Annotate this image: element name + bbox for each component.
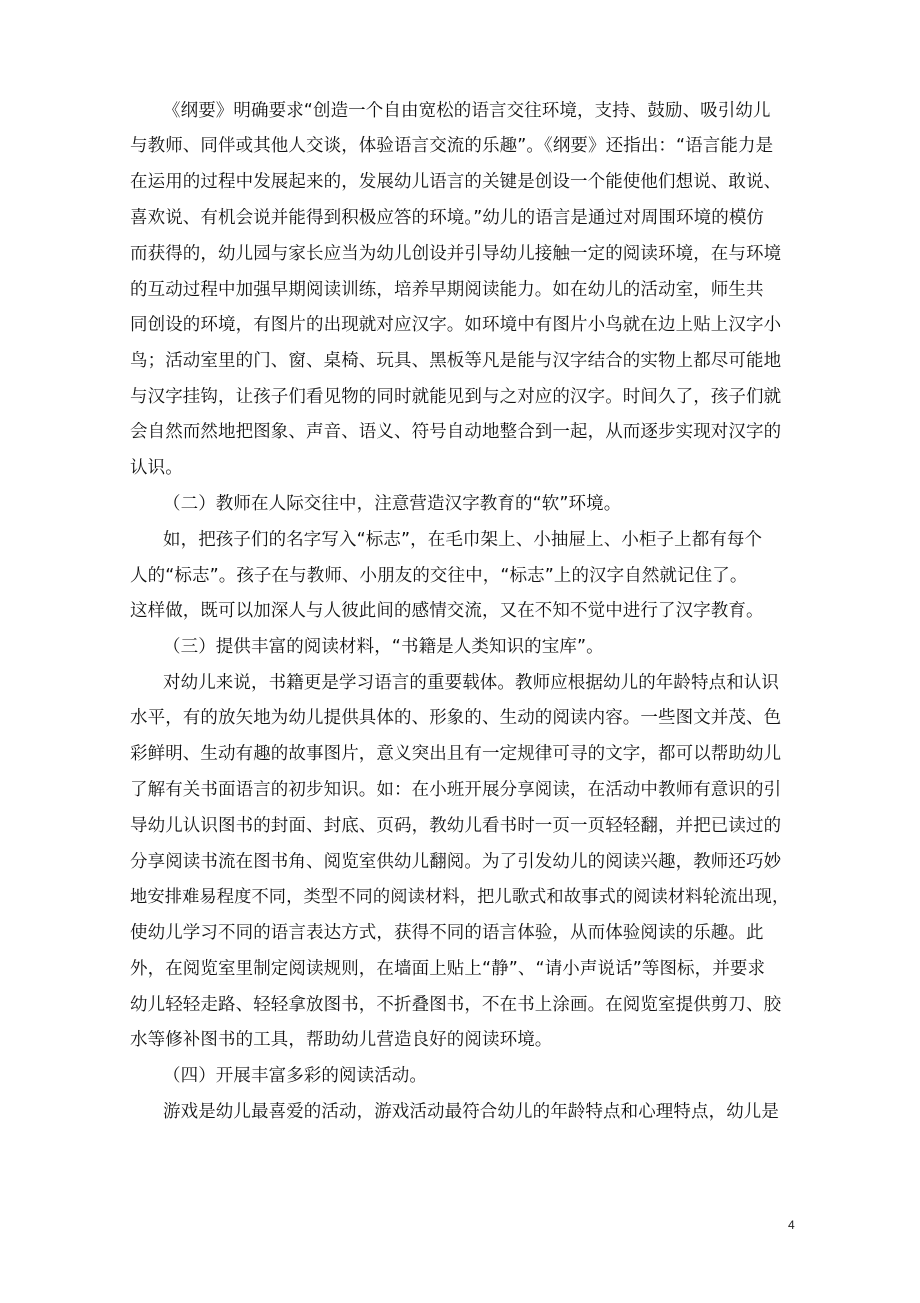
text-line: 地安排难易程度不同，类型不同的阅读材料，把儿歌式和故事式的阅读材料轮流出现， bbox=[130, 887, 790, 907]
text-line: 与教师、同伴或其他人交谈，体验语言交流的乐趣”。《纲要》还指出：“语言能力是 bbox=[130, 136, 774, 156]
page-number: 4 bbox=[788, 1218, 795, 1232]
text-line: 会自然而然地把图象、声音、语义、符号自动地整合到一起，从而逐步实现对汉字的 bbox=[130, 422, 782, 442]
section-heading: （二）教师在人际交往中，注意营造汉字教育的“软”环境。 bbox=[163, 494, 622, 514]
text-line: 彩鲜明、生动有趣的故事图片，意义突出且有一定规律可寻的文字，都可以帮助幼儿 bbox=[130, 744, 782, 764]
text-line: 人的“标志”。孩子在与教师、小朋友的交往中，“标志”上的汉字自然就记住了。 bbox=[130, 566, 748, 586]
text-line: 认识。 bbox=[130, 458, 183, 478]
text-line: 喜欢说、有机会说并能得到积极应答的环境。”幼儿的语言是通过对周围环境的模仿 bbox=[130, 208, 765, 228]
text-line: 水平，有的放矢地为幼儿提供具体的、形象的、生动的阅读内容。一些图文并茂、色 bbox=[130, 708, 782, 728]
text-line: 水等修补图书的工具，帮助幼儿营造良好的阅读环境。 bbox=[130, 1030, 553, 1050]
text-line: 游戏是幼儿最喜爱的活动，游戏活动最符合幼儿的年龄特点和心理特点，幼儿是 bbox=[163, 1102, 779, 1122]
section-heading: （四）开展丰富多彩的阅读活动。 bbox=[163, 1066, 427, 1086]
text-line: 《纲要》明确要求“创造一个自由宽松的语言交往环境，支持、鼓励、吸引幼儿 bbox=[163, 101, 771, 121]
section-heading: （三）提供丰富的阅读材料，“书籍是人类知识的宝库”。 bbox=[163, 637, 604, 657]
text-line: 的互动过程中加强早期阅读训练，培养早期阅读能力。如在幼儿的活动室，师生共 bbox=[130, 280, 764, 300]
text-line: 如，把孩子们的名字写入“标志”，在毛巾架上、小抽屉上、小柜子上都有每个 bbox=[163, 530, 763, 550]
text-line: 外，在阅览室里制定阅读规则，在墙面上贴上“静”、“请小声说话”等图标，并要求 bbox=[130, 959, 766, 979]
text-line: 这样做，既可以加深人与人彼此间的感情交流，又在不知不觉中进行了汉字教育。 bbox=[130, 601, 764, 621]
text-line: 了解有关书面语言的初步知识。如：在小班开展分享阅读，在活动中教师有意识的引 bbox=[130, 780, 782, 800]
text-line: 而获得的，幼儿园与家长应当为幼儿创设并引导幼儿接触一定的阅读环境，在与环境 bbox=[130, 244, 782, 264]
text-line: 分享阅读书流在图书角、阅览室供幼儿翻阅。为了引发幼儿的阅读兴趣，教师还巧妙 bbox=[130, 852, 782, 872]
text-line: 同创设的环境，有图片的出现就对应汉字。如环境中有图片小鸟就在边上贴上汉字小 bbox=[130, 315, 782, 335]
text-line: 对幼儿来说，书籍更是学习语言的重要载体。教师应根据幼儿的年龄特点和认识 bbox=[163, 673, 779, 693]
text-line: 鸟；活动室里的门、窗、桌椅、玩具、黑板等凡是能与汉字结合的实物上都尽可能地 bbox=[130, 351, 782, 371]
text-line: 导幼儿认识图书的封面、封底、页码，教幼儿看书时一页一页轻轻翻，并把已读过的 bbox=[130, 816, 782, 836]
text-line: 使幼儿学习不同的语言表达方式，获得不同的语言体验，从而体验阅读的乐趣。此 bbox=[130, 923, 764, 943]
text-line: 在运用的过程中发展起来的，发展幼儿语言的关键是创设一个能使他们想说、敢说、 bbox=[130, 172, 782, 192]
text-line: 幼儿轻轻走路、轻轻拿放图书，不折叠图书，不在书上涂画。在阅览室提供剪刀、胶 bbox=[130, 995, 782, 1015]
text-line: 与汉字挂钩，让孩子们看见物的同时就能见到与之对应的汉字。时间久了，孩子们就 bbox=[130, 387, 782, 407]
